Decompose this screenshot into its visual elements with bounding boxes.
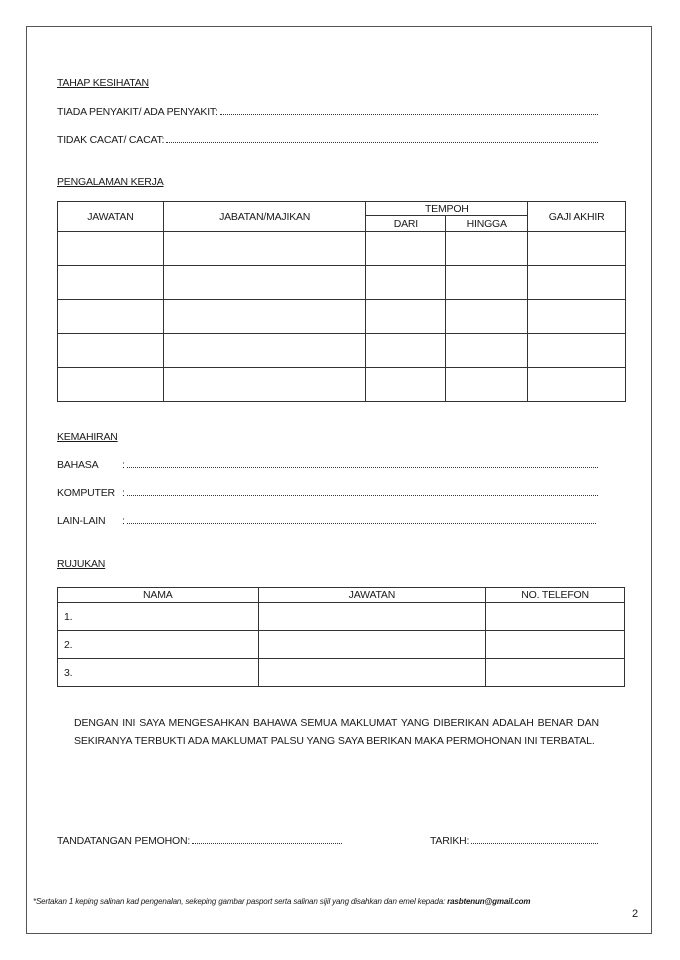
page-number: 2 bbox=[632, 908, 639, 920]
disability-label: TIDAK CACAT/ CACAT: bbox=[57, 134, 165, 146]
table-cell[interactable] bbox=[58, 266, 164, 300]
signature-label: TANDATANGAN PEMOHON: bbox=[57, 835, 191, 847]
table-cell[interactable] bbox=[163, 300, 366, 334]
table-row bbox=[58, 659, 625, 687]
col-header-salary: GAJI AKHIR bbox=[528, 202, 626, 232]
col-header-period: TEMPOH bbox=[366, 202, 528, 216]
language-colon: : bbox=[122, 459, 125, 471]
ref-col-header-position: JAWATAN bbox=[258, 588, 486, 603]
table-cell[interactable] bbox=[446, 300, 528, 334]
health-section-title: TAHAP KESIHATAN bbox=[57, 77, 149, 89]
references-table bbox=[57, 587, 625, 687]
experience-section-title: PENGALAMAN KERJA bbox=[57, 176, 164, 188]
col-header-from: DARI bbox=[366, 216, 446, 232]
table-cell[interactable] bbox=[528, 232, 626, 266]
table-cell[interactable] bbox=[258, 659, 486, 687]
ref-row-number[interactable]: 2. bbox=[58, 631, 259, 659]
table-cell[interactable] bbox=[163, 368, 366, 402]
table-cell[interactable] bbox=[258, 603, 486, 631]
table-row bbox=[58, 266, 626, 300]
disease-field[interactable] bbox=[57, 106, 598, 118]
date-label: TARIKH: bbox=[430, 835, 470, 847]
disease-fill-line bbox=[220, 106, 598, 115]
footer-note bbox=[33, 897, 530, 906]
computer-label: KOMPUTER bbox=[57, 487, 115, 499]
signature-fill-line bbox=[192, 835, 342, 844]
date-fill-line bbox=[471, 835, 598, 844]
table-cell[interactable] bbox=[366, 368, 446, 402]
ref-row-number[interactable]: 3. bbox=[58, 659, 259, 687]
table-row bbox=[58, 300, 626, 334]
date-field[interactable] bbox=[430, 835, 598, 847]
table-cell[interactable] bbox=[528, 300, 626, 334]
table-cell[interactable] bbox=[366, 266, 446, 300]
language-label: BAHASA bbox=[57, 459, 99, 471]
others-fill-line bbox=[127, 515, 596, 524]
signature-field[interactable] bbox=[57, 835, 342, 847]
others-label: LAIN-LAIN bbox=[57, 515, 106, 527]
language-fill-line bbox=[127, 459, 598, 468]
ref-col-header-name: NAMA bbox=[58, 588, 259, 603]
page-border bbox=[26, 26, 652, 934]
table-cell[interactable] bbox=[528, 368, 626, 402]
table-cell[interactable] bbox=[58, 334, 164, 368]
table-cell[interactable] bbox=[58, 300, 164, 334]
table-cell[interactable] bbox=[258, 631, 486, 659]
table-cell[interactable] bbox=[366, 232, 446, 266]
table-row bbox=[58, 368, 626, 402]
table-cell[interactable] bbox=[163, 266, 366, 300]
table-cell[interactable] bbox=[486, 659, 625, 687]
table-row bbox=[58, 232, 626, 266]
table-cell[interactable] bbox=[58, 368, 164, 402]
table-cell[interactable] bbox=[163, 232, 366, 266]
col-header-position: JAWATAN bbox=[58, 202, 164, 232]
references-section-title: RUJUKAN bbox=[57, 558, 106, 570]
footer-note-text: *Sertakan 1 keping salinan kad pengenalan, sekeping gambar pasport serta salinan sijil yang disahkan dan emel kepada: bbox=[33, 897, 446, 906]
experience-table bbox=[57, 201, 626, 402]
disability-field[interactable] bbox=[57, 134, 598, 146]
others-colon: : bbox=[122, 515, 125, 527]
table-cell[interactable] bbox=[446, 232, 528, 266]
col-header-employer: JABATAN/MAJIKAN bbox=[163, 202, 366, 232]
table-cell[interactable] bbox=[163, 334, 366, 368]
table-row bbox=[58, 631, 625, 659]
table-cell[interactable] bbox=[486, 603, 625, 631]
others-field[interactable] bbox=[122, 515, 596, 527]
table-cell[interactable] bbox=[366, 300, 446, 334]
table-cell[interactable] bbox=[446, 266, 528, 300]
table-cell[interactable] bbox=[528, 334, 626, 368]
col-header-to: HINGGA bbox=[446, 216, 528, 232]
table-cell[interactable] bbox=[528, 266, 626, 300]
computer-colon: : bbox=[122, 487, 125, 499]
language-field[interactable] bbox=[122, 459, 598, 471]
table-cell[interactable] bbox=[486, 631, 625, 659]
computer-fill-line bbox=[127, 487, 598, 496]
skills-section-title: KEMAHIRAN bbox=[57, 431, 118, 443]
footer-email[interactable]: rasbtenun@gmail.com bbox=[447, 897, 531, 906]
table-row bbox=[58, 334, 626, 368]
disease-label: TIADA PENYAKIT/ ADA PENYAKIT: bbox=[57, 106, 218, 118]
ref-col-header-phone: NO. TELEFON bbox=[486, 588, 625, 603]
table-cell[interactable] bbox=[446, 368, 528, 402]
computer-field[interactable] bbox=[122, 487, 598, 499]
declaration-text: DENGAN INI SAYA MENGESAHKAN BAHAWA SEMUA MAKLUMAT YANG DIBERIKAN ADALAH BENAR DAN SEKIRANYA TERBUKTI ADA MAKLUMAT PALSU YANG SAYA BERIKAN MAKA PERMOHONAN INI TERBATAL. bbox=[74, 717, 599, 747]
table-cell[interactable] bbox=[58, 232, 164, 266]
table-cell[interactable] bbox=[446, 334, 528, 368]
table-row bbox=[58, 603, 625, 631]
disability-fill-line bbox=[166, 134, 598, 143]
table-cell[interactable] bbox=[366, 334, 446, 368]
ref-row-number[interactable]: 1. bbox=[58, 603, 259, 631]
